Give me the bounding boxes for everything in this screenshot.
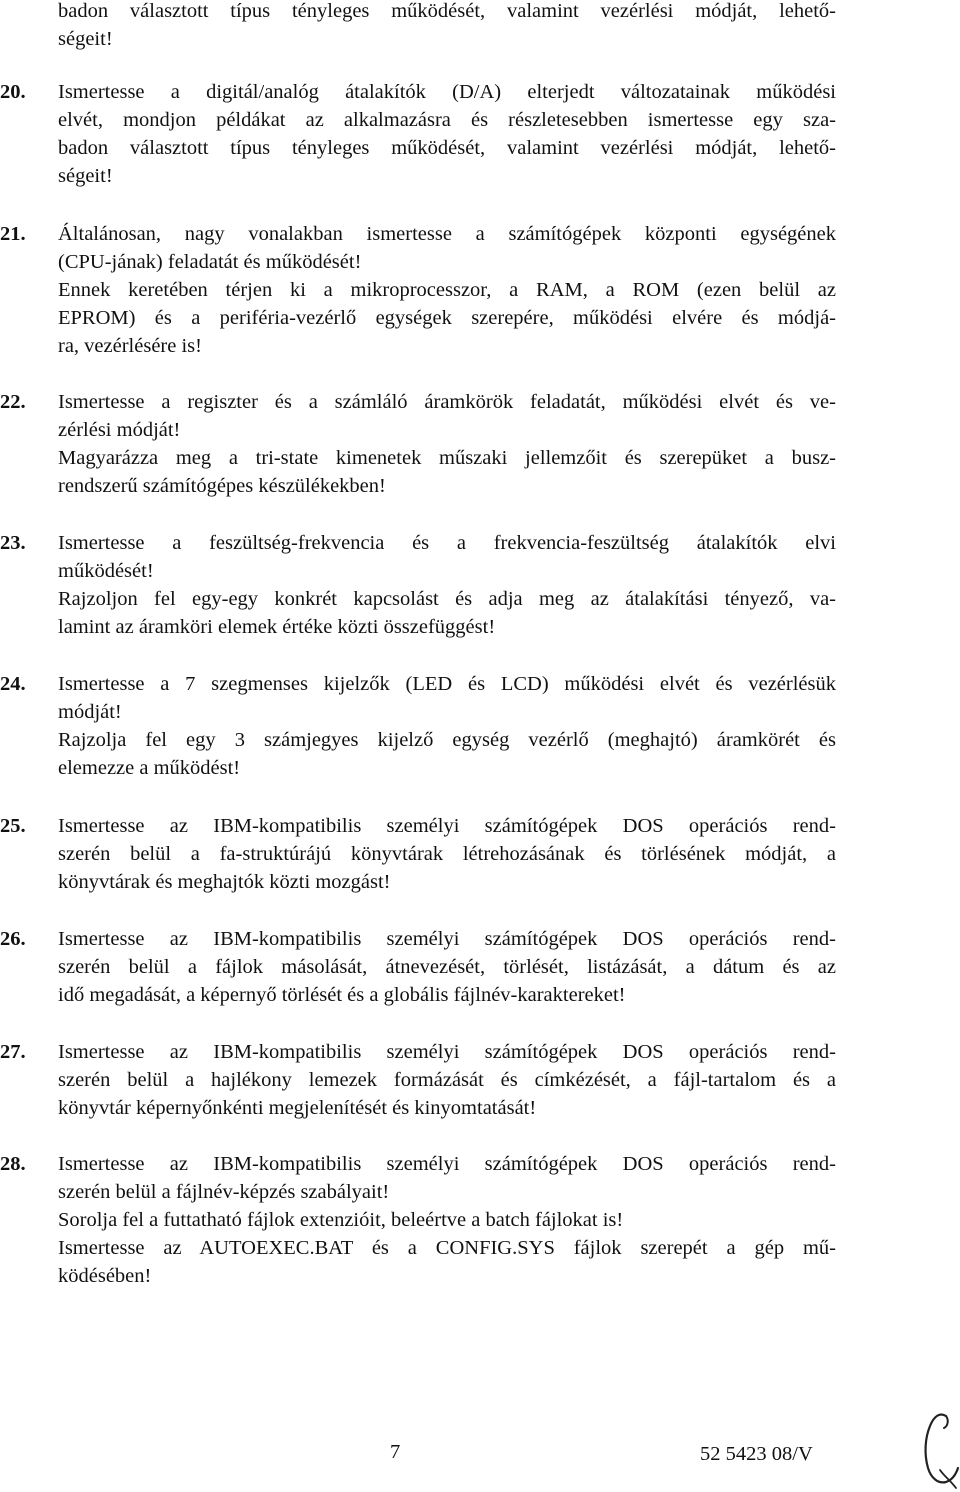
item-line: lamint az áramköri elemek értéke közti összefüggést! (58, 616, 496, 638)
item-line: Ennek keretében térjen ki a mikroprocesszor, a RAM, a ROM (ezen belül az (58, 279, 836, 301)
page-number: 7 (390, 1441, 401, 1463)
item-line: Ismertesse a regiszter és a számláló áramkörök feladatát, működési elvét és ve- (58, 391, 836, 413)
item-line: idő megadását, a képernyő törlését és a globális fájlnév-karaktereket! (58, 984, 626, 1006)
item-line: elemezze a működést! (58, 757, 241, 779)
intro-line: ségeit! (58, 28, 113, 50)
item-line: ségeit! (58, 165, 113, 187)
item-line: Ismertesse a digitál/analóg átalakítók (D/A) elterjedt változatainak működési (58, 81, 836, 103)
item-line: működését! (58, 560, 154, 582)
item-line: könyvtárak és meghajtók közti mozgást! (58, 871, 391, 893)
item-line: Általánosan, nagy vonalakban ismertesse a számítógépek központi egységének (58, 223, 836, 245)
item-number: 24. (0, 673, 26, 695)
item-line: Ismertesse az IBM-kompatibilis személyi számítógépek DOS operációs rend- (58, 928, 836, 950)
item-line: Ismertesse az IBM-kompatibilis személyi számítógépek DOS operációs rend- (58, 1153, 836, 1175)
item-line: elvét, mondjon példákat az alkalmazásra és részletesebben ismertesse egy sza- (58, 109, 836, 131)
item-number: 23. (0, 532, 26, 554)
intro-line: badon választott típus tényleges működését, valamint vezérlési módját, lehető- (58, 0, 836, 22)
item-number: 22. (0, 391, 26, 413)
handwritten-signature (916, 1410, 960, 1492)
item-line: Rajzolja fel egy 3 számjegyes kijelző egység vezérlő (meghajtó) áramkörét és (58, 729, 836, 751)
item-line: Ismertesse a 7 szegmenses kijelzők (LED és LCD) működési elvét és vezérlésük (58, 673, 836, 695)
item-line: Ismertesse a feszültség-frekvencia és a frekvencia-feszültség átalakítók elvi (58, 532, 836, 554)
item-line: Magyarázza meg a tri-state kimenetek műszaki jellemzőit és szerepüket a busz- (58, 447, 836, 469)
item-line: szerén belül a fájlnév-képzés szabályait! (58, 1181, 390, 1203)
item-line: ködésében! (58, 1265, 152, 1287)
item-line: módját! (58, 701, 122, 723)
item-line: Ismertesse az IBM-kompatibilis személyi számítógépek DOS operációs rend- (58, 815, 836, 837)
item-line: Rajzoljon fel egy-egy konkrét kapcsolást és adja meg az átalakítási tényező, va- (58, 588, 836, 610)
item-line: (CPU-jának) feladatát és működését! (58, 251, 362, 273)
item-line: könyvtár képernyőnkénti megjelenítését és kinyomtatását! (58, 1097, 537, 1119)
document-code: 52 5423 08/V (700, 1443, 813, 1465)
item-line: Ismertesse az IBM-kompatibilis személyi számítógépek DOS operációs rend- (58, 1041, 836, 1063)
item-line: Sorolja fel a futtatható fájlok extenzióit, beleértve a batch fájlokat is! (58, 1209, 624, 1231)
item-number: 27. (0, 1041, 26, 1063)
item-line: szerén belül a fa-struktúrájú könyvtárak létrehozásának és törlésének módját, a (58, 843, 836, 865)
item-line: ra, vezérlésére is! (58, 335, 202, 357)
item-line: Ismertesse az AUTOEXEC.BAT és a CONFIG.SYS fájlok szerepét a gép mű- (58, 1237, 836, 1259)
item-line: rendszerű számítógépes készülékekben! (58, 475, 386, 497)
item-line: EPROM) és a periféria-vezérlő egységek szerepére, működési elvére és módjá- (58, 307, 836, 329)
item-line: szerén belül a fájlok másolását, átnevezését, törlését, listázását, a dátum és az (58, 956, 836, 978)
item-line: szerén belül a hajlékony lemezek formázását és címkézését, a fájl-tartalom és a (58, 1069, 836, 1091)
item-number: 20. (0, 81, 26, 103)
item-number: 25. (0, 815, 26, 837)
item-number: 26. (0, 928, 26, 950)
item-line: badon választott típus tényleges működését, valamint vezérlési módját, lehető- (58, 137, 836, 159)
item-line: zérlési módját! (58, 419, 181, 441)
item-number: 21. (0, 223, 26, 245)
item-number: 28. (0, 1153, 26, 1175)
